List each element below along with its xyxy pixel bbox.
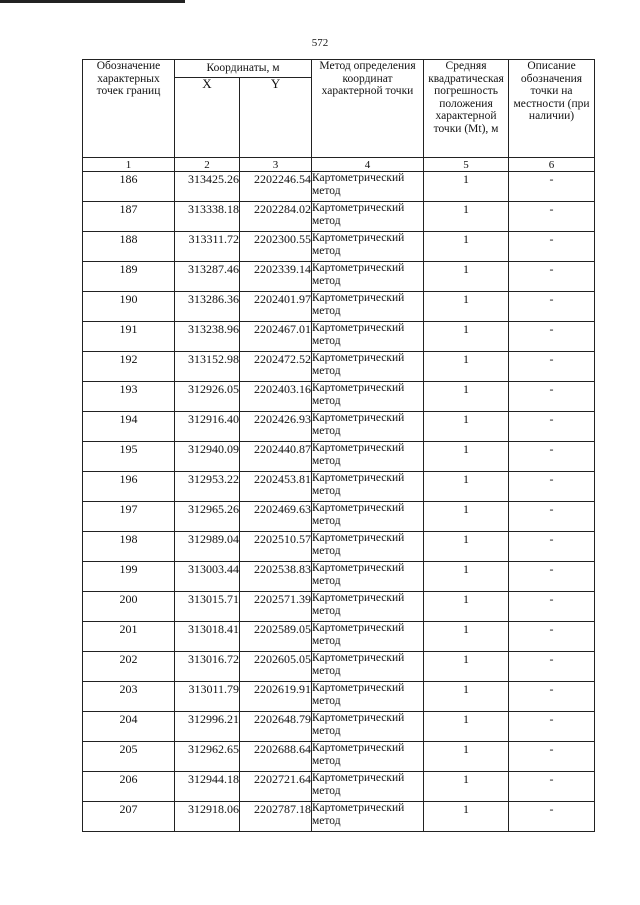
header-mt: Средняя квадратическая погрешность положения характерной точки (Mt), м [424, 60, 509, 158]
point-id: 202 [83, 652, 175, 682]
description-cell: - [509, 562, 595, 592]
method-cell: Картометрический метод [312, 232, 424, 262]
col-number: 5 [424, 158, 509, 172]
method-cell: Картометрический метод [312, 562, 424, 592]
col-number: 2 [175, 158, 240, 172]
point-id: 204 [83, 712, 175, 742]
table-row [83, 382, 595, 412]
point-id: 205 [83, 742, 175, 772]
coord-x: 312953.22 [175, 472, 240, 502]
header-method: Метод определения координат характерной точки [312, 60, 424, 158]
coord-y: 2202401.97 [240, 292, 312, 322]
header-description: Описание обозначения точки на местности (при наличии) [509, 60, 595, 158]
coord-y: 2202300.55 [240, 232, 312, 262]
header-designation: Обозначение характерных точек границ [83, 60, 175, 158]
method-cell: Картометрический метод [312, 412, 424, 442]
col-number: 4 [312, 158, 424, 172]
point-id: 190 [83, 292, 175, 322]
method-cell: Картометрический метод [312, 802, 424, 832]
coord-x: 313018.41 [175, 622, 240, 652]
mt-cell: 1 [424, 772, 509, 802]
mt-cell: 1 [424, 802, 509, 832]
description-cell: - [509, 682, 595, 712]
point-id: 198 [83, 532, 175, 562]
description-cell: - [509, 202, 595, 232]
coord-x: 313425.26 [175, 172, 240, 202]
description-cell: - [509, 592, 595, 622]
point-id: 186 [83, 172, 175, 202]
header-row-1 [83, 60, 595, 78]
description-cell: - [509, 412, 595, 442]
point-id: 188 [83, 232, 175, 262]
coord-x: 313015.71 [175, 592, 240, 622]
method-cell: Картометрический метод [312, 352, 424, 382]
description-cell: - [509, 352, 595, 382]
coord-y: 2202648.79 [240, 712, 312, 742]
page-number: 572 [311, 37, 329, 49]
coord-y: 2202589.05 [240, 622, 312, 652]
coord-x: 313016.72 [175, 652, 240, 682]
mt-cell: 1 [424, 592, 509, 622]
point-id: 195 [83, 442, 175, 472]
point-id: 191 [83, 322, 175, 352]
point-id: 187 [83, 202, 175, 232]
boundary-points-table [82, 59, 595, 832]
mt-cell: 1 [424, 742, 509, 772]
table-row [83, 322, 595, 352]
mt-cell: 1 [424, 202, 509, 232]
description-cell: - [509, 802, 595, 832]
point-id: 203 [83, 682, 175, 712]
table-row [83, 742, 595, 772]
description-cell: - [509, 652, 595, 682]
coord-x: 313311.72 [175, 232, 240, 262]
coord-y: 2202467.01 [240, 322, 312, 352]
point-id: 200 [83, 592, 175, 622]
coord-y: 2202605.05 [240, 652, 312, 682]
table-row [83, 682, 595, 712]
point-id: 193 [83, 382, 175, 412]
coord-x: 313286.36 [175, 292, 240, 322]
coord-y: 2202440.87 [240, 442, 312, 472]
table-row [83, 352, 595, 382]
description-cell: - [509, 712, 595, 742]
coord-y: 2202510.57 [240, 532, 312, 562]
coord-y: 2202246.54 [240, 172, 312, 202]
method-cell: Картометрический метод [312, 742, 424, 772]
coord-x: 312944.18 [175, 772, 240, 802]
table-row [83, 652, 595, 682]
coord-y: 2202538.83 [240, 562, 312, 592]
table-row [83, 802, 595, 832]
method-cell: Картометрический метод [312, 262, 424, 292]
table-row [83, 622, 595, 652]
point-id: 194 [83, 412, 175, 442]
coord-x: 312926.05 [175, 382, 240, 412]
mt-cell: 1 [424, 562, 509, 592]
col-number: 3 [240, 158, 312, 172]
mt-cell: 1 [424, 712, 509, 742]
description-cell: - [509, 172, 595, 202]
point-id: 206 [83, 772, 175, 802]
mt-cell: 1 [424, 502, 509, 532]
table-row [83, 172, 595, 202]
point-id: 197 [83, 502, 175, 532]
method-cell: Картометрический метод [312, 652, 424, 682]
point-id: 192 [83, 352, 175, 382]
method-cell: Картометрический метод [312, 532, 424, 562]
mt-cell: 1 [424, 292, 509, 322]
header-y: Y [240, 78, 312, 158]
point-id: 189 [83, 262, 175, 292]
coord-x: 313152.98 [175, 352, 240, 382]
point-id: 207 [83, 802, 175, 832]
method-cell: Картометрический метод [312, 592, 424, 622]
description-cell: - [509, 382, 595, 412]
mt-cell: 1 [424, 262, 509, 292]
table-row [83, 532, 595, 562]
method-cell: Картометрический метод [312, 322, 424, 352]
mt-cell: 1 [424, 232, 509, 262]
table-row [83, 262, 595, 292]
mt-cell: 1 [424, 442, 509, 472]
coord-x: 313338.18 [175, 202, 240, 232]
method-cell: Картометрический метод [312, 292, 424, 322]
coord-y: 2202426.93 [240, 412, 312, 442]
table-row [83, 202, 595, 232]
coord-x: 313011.79 [175, 682, 240, 712]
description-cell: - [509, 322, 595, 352]
coord-x: 312940.09 [175, 442, 240, 472]
coord-y: 2202469.63 [240, 502, 312, 532]
coord-x: 312996.21 [175, 712, 240, 742]
method-cell: Картометрический метод [312, 772, 424, 802]
mt-cell: 1 [424, 622, 509, 652]
col-number: 6 [509, 158, 595, 172]
mt-cell: 1 [424, 472, 509, 502]
description-cell: - [509, 442, 595, 472]
method-cell: Картометрический метод [312, 502, 424, 532]
method-cell: Картометрический метод [312, 382, 424, 412]
coord-y: 2202403.16 [240, 382, 312, 412]
description-cell: - [509, 532, 595, 562]
mt-cell: 1 [424, 682, 509, 712]
point-id: 196 [83, 472, 175, 502]
description-cell: - [509, 772, 595, 802]
table-row [83, 292, 595, 322]
table-row [83, 472, 595, 502]
method-cell: Картометрический метод [312, 682, 424, 712]
method-cell: Картометрический метод [312, 172, 424, 202]
method-cell: Картометрический метод [312, 712, 424, 742]
description-cell: - [509, 742, 595, 772]
coord-x: 313238.96 [175, 322, 240, 352]
mt-cell: 1 [424, 652, 509, 682]
mt-cell: 1 [424, 352, 509, 382]
header-x: X [175, 78, 240, 158]
description-cell: - [509, 232, 595, 262]
table-row [83, 772, 595, 802]
table-row [83, 412, 595, 442]
coord-y: 2202284.02 [240, 202, 312, 232]
mt-cell: 1 [424, 382, 509, 412]
method-cell: Картометрический метод [312, 622, 424, 652]
coord-y: 2202339.14 [240, 262, 312, 292]
table-row [83, 232, 595, 262]
table-row [83, 712, 595, 742]
method-cell: Картометрический метод [312, 442, 424, 472]
table-row [83, 562, 595, 592]
mt-cell: 1 [424, 412, 509, 442]
method-cell: Картометрический метод [312, 472, 424, 502]
header-coordinates: Координаты, м [175, 60, 312, 78]
column-number-row [83, 158, 595, 172]
coord-x: 313287.46 [175, 262, 240, 292]
coord-y: 2202787.18 [240, 802, 312, 832]
table-row [83, 442, 595, 472]
description-cell: - [509, 622, 595, 652]
coord-x: 312916.40 [175, 412, 240, 442]
top-rule [0, 0, 185, 3]
method-cell: Картометрический метод [312, 202, 424, 232]
description-cell: - [509, 502, 595, 532]
point-id: 201 [83, 622, 175, 652]
coord-x: 312965.26 [175, 502, 240, 532]
coord-x: 312962.65 [175, 742, 240, 772]
description-cell: - [509, 262, 595, 292]
description-cell: - [509, 292, 595, 322]
coord-y: 2202571.39 [240, 592, 312, 622]
coord-y: 2202721.64 [240, 772, 312, 802]
coord-y: 2202472.52 [240, 352, 312, 382]
coord-y: 2202453.81 [240, 472, 312, 502]
mt-cell: 1 [424, 172, 509, 202]
point-id: 199 [83, 562, 175, 592]
description-cell: - [509, 472, 595, 502]
col-number: 1 [83, 158, 175, 172]
coord-x: 313003.44 [175, 562, 240, 592]
coord-x: 312918.06 [175, 802, 240, 832]
coord-y: 2202688.64 [240, 742, 312, 772]
table-row [83, 592, 595, 622]
coord-x: 312989.04 [175, 532, 240, 562]
mt-cell: 1 [424, 532, 509, 562]
coord-y: 2202619.91 [240, 682, 312, 712]
table-row [83, 502, 595, 532]
mt-cell: 1 [424, 322, 509, 352]
